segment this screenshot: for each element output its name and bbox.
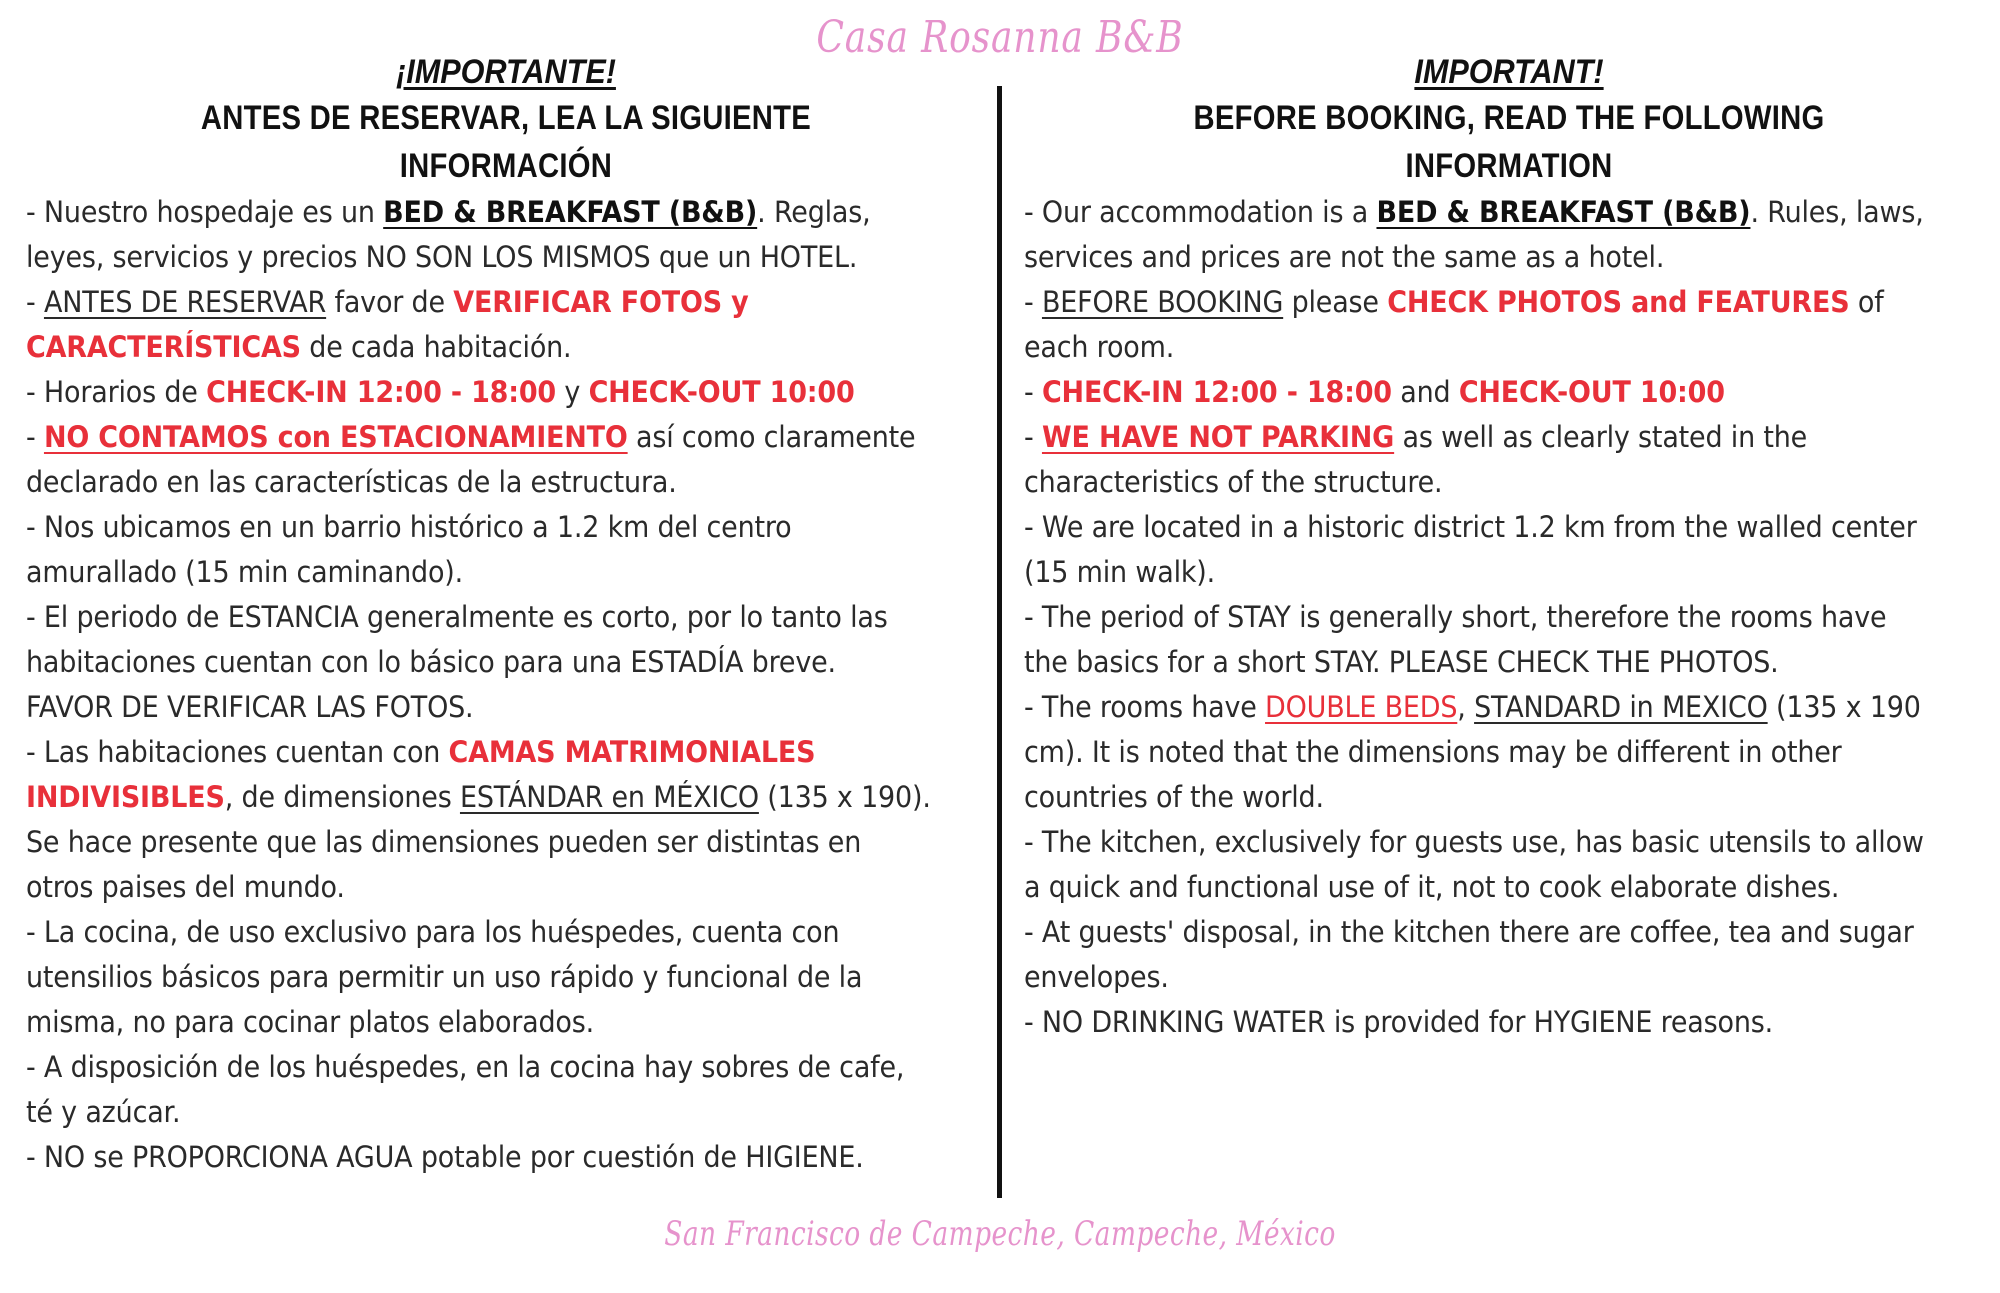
text-line — [26, 1045, 919, 1090]
text-segment: otros paises del mundo. — [26, 870, 345, 904]
text-segment: of — [1849, 285, 1884, 319]
text-segment: , — [1457, 690, 1475, 724]
text-line — [1024, 325, 1926, 370]
text-line — [1024, 730, 1926, 775]
highlighted-text: BED & BREAKFAST (B&B) — [1376, 195, 1751, 229]
text-segment: - — [1024, 285, 1042, 319]
text-line — [26, 910, 919, 955]
text-segment: y — [556, 375, 589, 409]
text-segment: - NO DRINKING WATER is provided for HYGIENE reasons. — [1024, 1005, 1773, 1039]
text-line — [1024, 775, 1926, 820]
spanish-column — [26, 50, 986, 1174]
text-line — [1024, 685, 1926, 730]
text-segment: habitaciones cuentan con lo básico para una ESTADÍA breve. — [26, 645, 836, 679]
text-segment: - NO se PROPORCIONA AGUA potable por cuestión de HIGIENE. — [26, 1140, 864, 1174]
text-segment: - El periodo de ESTANCIA generalmente es corto, por lo tanto las — [26, 600, 888, 634]
highlighted-text: CHECK-OUT 10:00 — [588, 375, 855, 409]
text-segment: and — [1391, 375, 1459, 409]
text-line — [1024, 190, 1926, 235]
text-line — [26, 775, 931, 820]
text-segment: , de dimensiones — [224, 780, 460, 814]
text-segment: - — [1024, 420, 1042, 454]
text-line — [26, 190, 919, 235]
text-segment: utensilios básicos para permitir un uso rápido y funcional de la — [26, 960, 863, 994]
text-line — [1024, 595, 1926, 640]
text-segment: - La cocina, de uso exclusivo para los huéspedes, cuenta con — [26, 915, 840, 949]
highlighted-text: STANDARD in MEXICO — [1474, 690, 1768, 724]
english-heading-subtitle: BEFORE BOOKING, READ THE FOLLOWING INFORMATION — [1193, 99, 1825, 185]
text-segment: - The rooms have — [1024, 690, 1266, 724]
text-line — [26, 460, 919, 505]
text-segment: así como claramente — [627, 420, 916, 454]
text-segment: the basics for a short STAY. PLEASE CHECK THE PHOTOS. — [1024, 645, 1779, 679]
text-segment: please — [1283, 285, 1388, 319]
column-divider — [997, 86, 1002, 1198]
highlighted-text: CAMAS MATRIMONIALES — [448, 735, 816, 769]
english-rules-list — [1024, 190, 1994, 1045]
text-segment: cm). It is noted that the dimensions may be different in other — [1024, 735, 1842, 769]
english-column — [1024, 50, 1994, 1039]
text-line — [1024, 505, 1926, 550]
text-segment: . Rules, laws, — [1750, 195, 1924, 229]
text-line — [26, 370, 919, 415]
text-line — [26, 415, 919, 460]
text-segment: Se hace presente que las dimensiones pueden ser distintas en — [26, 825, 862, 859]
text-segment: - Las habitaciones cuentan con — [26, 735, 449, 769]
text-line — [26, 640, 919, 685]
highlighted-text: CHECK PHOTOS and FEATURES — [1387, 285, 1850, 319]
text-line — [1024, 955, 1926, 1000]
text-segment: services and prices are not the same as a hotel. — [1024, 240, 1665, 274]
text-segment: . Reglas, — [757, 195, 871, 229]
highlighted-text: NO CONTAMOS con ESTACIONAMIENTO — [43, 420, 628, 454]
footer-location: San Francisco de Campeche, Campeche, México — [664, 1214, 1336, 1254]
text-line — [26, 955, 919, 1000]
text-line — [1024, 280, 1926, 325]
text-line — [1024, 910, 1926, 955]
text-line — [1024, 415, 1926, 460]
text-segment: - The period of STAY is generally short, therefore the rooms have — [1024, 600, 1887, 634]
text-segment: - Our accommodation is a — [1024, 195, 1377, 229]
highlighted-text: WE HAVE NOT PARKING — [1041, 420, 1395, 454]
highlighted-text: CHECK-IN 12:00 - 18:00 — [1041, 375, 1392, 409]
text-segment: - The kitchen, exclusively for guests use, has basic utensils to allow — [1024, 825, 1924, 859]
highlighted-text: BEFORE BOOKING — [1041, 285, 1284, 319]
text-line — [26, 550, 919, 595]
text-line — [1024, 820, 1926, 865]
text-segment: - — [26, 285, 44, 319]
text-segment: - — [1024, 375, 1042, 409]
highlighted-text: CARACTERÍSTICAS — [26, 330, 301, 364]
text-line — [26, 685, 919, 730]
text-segment: envelopes. — [1024, 960, 1169, 994]
text-line — [1024, 370, 1926, 415]
spanish-heading-subtitle: ANTES DE RESERVAR, LEA LA SIGUIENTE INFORMACIÓN — [200, 99, 812, 185]
text-line — [26, 235, 919, 280]
text-segment: countries of the world. — [1024, 780, 1324, 814]
text-line — [26, 505, 919, 550]
highlighted-text: CHECK-IN 12:00 - 18:00 — [206, 375, 557, 409]
text-line — [26, 730, 919, 775]
highlighted-text: BED & BREAKFAST (B&B) — [383, 195, 758, 229]
text-segment: - Horarios de — [26, 375, 207, 409]
text-line — [26, 1090, 919, 1135]
text-segment: leyes, servicios y precios NO SON LOS MISMOS que un HOTEL. — [26, 240, 858, 274]
highlighted-text: CHECK-OUT 10:00 — [1458, 375, 1725, 409]
spanish-heading-important: ¡IMPORTANTE! — [396, 53, 616, 91]
text-segment: a quick and functional use of it, not to cook elaborate dishes. — [1024, 870, 1840, 904]
highlighted-text: DOUBLE BEDS — [1265, 690, 1458, 724]
text-segment: characteristics of the structure. — [1024, 465, 1443, 499]
highlighted-text: ESTÁNDAR en MÉXICO — [459, 780, 759, 814]
text-segment: FAVOR DE VERIFICAR LAS FOTOS. — [26, 690, 474, 724]
text-line — [1024, 1000, 1926, 1045]
text-segment: - — [26, 420, 44, 454]
text-line — [26, 1135, 919, 1180]
text-segment: amurallado (15 min caminando). — [26, 555, 464, 589]
text-line — [1024, 550, 1926, 595]
english-heading-important: IMPORTANT! — [1414, 53, 1604, 91]
text-line — [1024, 865, 1926, 910]
highlighted-text: INDIVISIBLES — [26, 780, 225, 814]
text-segment: declarado en las características de la estructura. — [26, 465, 677, 499]
brand-title: Casa Rosanna B&B — [816, 12, 1184, 63]
text-line — [26, 1000, 919, 1045]
text-segment: each room. — [1024, 330, 1175, 364]
text-segment: (135 x 190 — [1767, 690, 1921, 724]
text-segment: - At guests' disposal, in the kitchen there are coffee, tea and sugar — [1024, 915, 1914, 949]
text-segment: - Nos ubicamos en un barrio histórico a 1.2 km del centro — [26, 510, 792, 544]
text-segment: de cada habitación. — [300, 330, 572, 364]
text-segment: té y azúcar. — [26, 1095, 181, 1129]
text-line — [26, 595, 919, 640]
text-line — [26, 820, 919, 865]
text-segment: - A disposición de los huéspedes, en la cocina hay sobres de cafe, — [26, 1050, 905, 1084]
text-segment: misma, no para cocinar platos elaborados. — [26, 1005, 595, 1039]
highlighted-text: ANTES DE RESERVAR — [43, 285, 327, 319]
text-segment: (15 min walk). — [1024, 555, 1216, 589]
text-segment: - Nuestro hospedaje es un — [26, 195, 384, 229]
spanish-rules-list — [26, 190, 986, 1180]
text-line — [26, 325, 919, 370]
text-segment: - We are located in a historic district 1.2 km from the walled center — [1024, 510, 1917, 544]
text-line — [26, 280, 919, 325]
text-line — [1024, 235, 1926, 280]
text-segment: (135 x 190). — [758, 780, 931, 814]
text-segment: favor de — [326, 285, 454, 319]
text-line — [1024, 460, 1926, 505]
text-line — [1024, 640, 1926, 685]
text-segment: as well as clearly stated in the — [1394, 420, 1808, 454]
text-line — [26, 865, 919, 910]
highlighted-text: VERIFICAR FOTOS y — [453, 285, 749, 319]
